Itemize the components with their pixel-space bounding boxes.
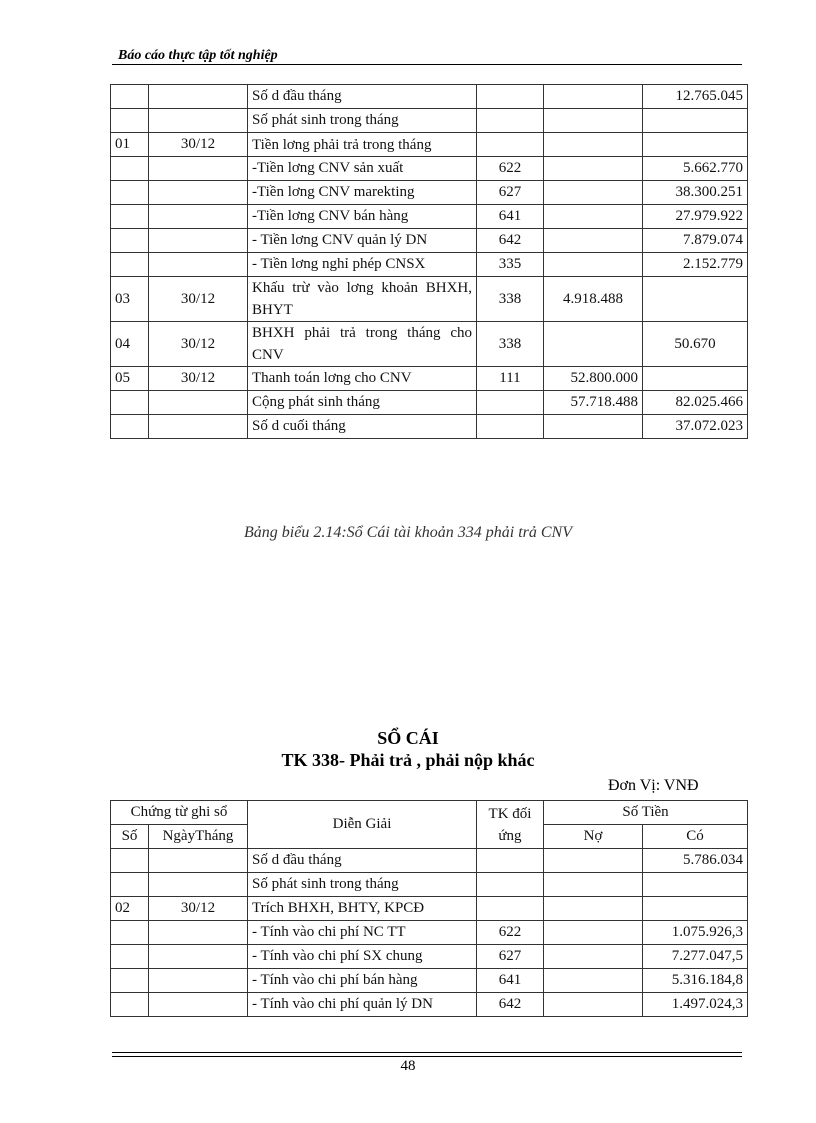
credit-amount: 5.662.770 [643, 157, 748, 181]
contra-account: 338 [477, 277, 544, 322]
table-row [111, 415, 748, 439]
voucher-date [149, 993, 248, 1017]
table-row [111, 897, 748, 921]
voucher-date [149, 945, 248, 969]
contra-account: 641 [477, 969, 544, 993]
voucher-date: 30/12 [149, 322, 248, 367]
voucher-date [149, 85, 248, 109]
description: Cộng phát sinh tháng [248, 391, 477, 415]
debit-amount: 52.800.000 [544, 367, 643, 391]
header-number: Số [111, 825, 149, 849]
table-row [111, 921, 748, 945]
page-number: 48 [400, 1058, 416, 1074]
currency-unit: Đơn Vị: VNĐ [608, 777, 699, 794]
debit-amount: 57.718.488 [544, 391, 643, 415]
debit-amount [544, 873, 643, 897]
voucher-date [149, 253, 248, 277]
credit-amount [643, 367, 748, 391]
table-row [111, 945, 748, 969]
voucher-number: 01 [111, 133, 149, 157]
footer-divider [112, 1052, 742, 1053]
table-row [111, 391, 748, 415]
debit-amount [544, 921, 643, 945]
description: - Tính vào chi phí NC TT [248, 921, 477, 945]
description: Số d đầu tháng [248, 85, 477, 109]
header-debit: Nợ [544, 825, 643, 849]
voucher-date: 30/12 [149, 277, 248, 322]
voucher-date: 30/12 [149, 133, 248, 157]
description: Thanh toán lơng cho CNV [248, 367, 477, 391]
header-amount: Số Tiền [544, 801, 748, 825]
ledger-subtitle: TK 338- Phải trả , phải nộp khác [281, 750, 535, 770]
table-row [111, 85, 748, 109]
footer-divider-thin [112, 1056, 742, 1057]
contra-account [477, 109, 544, 133]
debit-amount [544, 253, 643, 277]
credit-amount: 27.979.922 [643, 205, 748, 229]
contra-account: 642 [477, 229, 544, 253]
debit-amount [544, 945, 643, 969]
table-row [111, 157, 748, 181]
contra-account: 627 [477, 181, 544, 205]
voucher-date [149, 415, 248, 439]
voucher-date [149, 969, 248, 993]
debit-amount [544, 85, 643, 109]
table-row [111, 205, 748, 229]
ledger-338-table [110, 800, 748, 1017]
contra-account: 622 [477, 921, 544, 945]
header-divider [112, 64, 742, 65]
credit-amount [643, 133, 748, 157]
ledger-title: SỔ CÁI [377, 728, 439, 748]
voucher-number [111, 109, 149, 133]
debit-amount: 4.918.488 [544, 277, 643, 322]
voucher-date [149, 873, 248, 897]
table-row [111, 849, 748, 873]
credit-amount: 37.072.023 [643, 415, 748, 439]
credit-amount: 50.670 [643, 322, 748, 367]
voucher-date [149, 391, 248, 415]
header-credit: Có [643, 825, 748, 849]
header-description: Diễn Giải [248, 801, 477, 849]
voucher-number [111, 873, 149, 897]
voucher-number [111, 993, 149, 1017]
credit-amount: 1.497.024,3 [643, 993, 748, 1017]
table-row [111, 322, 748, 367]
voucher-date [149, 109, 248, 133]
header-row [111, 801, 748, 825]
credit-amount: 7.879.074 [643, 229, 748, 253]
description: Trích BHXH, BHTY, KPCĐ [248, 897, 477, 921]
contra-account [477, 849, 544, 873]
table-row [111, 229, 748, 253]
voucher-number [111, 921, 149, 945]
voucher-number: 03 [111, 277, 149, 322]
voucher-number [111, 849, 149, 873]
description: - Tính vào chi phí quản lý DN [248, 993, 477, 1017]
contra-account [477, 415, 544, 439]
description: -Tiền lơng CNV sản xuất [248, 157, 477, 181]
contra-account: 338 [477, 322, 544, 367]
contra-account: 641 [477, 205, 544, 229]
voucher-date [149, 849, 248, 873]
voucher-number [111, 85, 149, 109]
description: - Tiền lơng CNV quản lý DN [248, 229, 477, 253]
contra-account: 627 [477, 945, 544, 969]
description: Số phát sinh trong tháng [248, 873, 477, 897]
description: Số d đầu tháng [248, 849, 477, 873]
table-caption: Bảng biểu 2.14:Sổ Cái tài khoản 334 phải trả CNV [244, 524, 572, 541]
header-voucher: Chứng từ ghi sổ [111, 801, 248, 825]
debit-amount [544, 109, 643, 133]
credit-amount: 38.300.251 [643, 181, 748, 205]
voucher-date [149, 157, 248, 181]
debit-amount [544, 415, 643, 439]
contra-account: 642 [477, 993, 544, 1017]
credit-amount: 5.316.184,8 [643, 969, 748, 993]
description: - Tính vào chi phí SX chung [248, 945, 477, 969]
voucher-date [149, 921, 248, 945]
header-date: NgàyTháng [149, 825, 248, 849]
debit-amount [544, 133, 643, 157]
voucher-number [111, 415, 149, 439]
voucher-number [111, 253, 149, 277]
contra-account [477, 133, 544, 157]
voucher-number [111, 205, 149, 229]
debit-amount [544, 322, 643, 367]
contra-account [477, 391, 544, 415]
contra-account: 335 [477, 253, 544, 277]
description: Khấu trừ vào lơng khoản BHXH, BHYT [248, 277, 477, 322]
voucher-date [149, 181, 248, 205]
description: Số phát sinh trong tháng [248, 109, 477, 133]
voucher-number [111, 181, 149, 205]
contra-account: 622 [477, 157, 544, 181]
voucher-date: 30/12 [149, 897, 248, 921]
table-row [111, 133, 748, 157]
credit-amount: 7.277.047,5 [643, 945, 748, 969]
table-row [111, 993, 748, 1017]
description: - Tính vào chi phí bán hàng [248, 969, 477, 993]
voucher-number: 05 [111, 367, 149, 391]
table-row [111, 109, 748, 133]
description: BHXH phải trả trong tháng cho CNV [248, 322, 477, 367]
credit-amount: 1.075.926,3 [643, 921, 748, 945]
ledger-334-table [110, 84, 748, 439]
credit-amount [643, 873, 748, 897]
debit-amount [544, 993, 643, 1017]
voucher-date [149, 229, 248, 253]
table-row [111, 367, 748, 391]
credit-amount [643, 109, 748, 133]
description: Tiền lơng phải trả trong tháng [248, 133, 477, 157]
debit-amount [544, 229, 643, 253]
credit-amount: 12.765.045 [643, 85, 748, 109]
voucher-number [111, 391, 149, 415]
debit-amount [544, 205, 643, 229]
credit-amount [643, 897, 748, 921]
voucher-date [149, 205, 248, 229]
credit-amount: 82.025.466 [643, 391, 748, 415]
voucher-date: 30/12 [149, 367, 248, 391]
contra-account [477, 873, 544, 897]
credit-amount [643, 277, 748, 322]
voucher-number [111, 945, 149, 969]
voucher-number [111, 157, 149, 181]
description: Số d cuối tháng [248, 415, 477, 439]
table-row [111, 873, 748, 897]
debit-amount [544, 849, 643, 873]
contra-account: 111 [477, 367, 544, 391]
table-row [111, 181, 748, 205]
voucher-number: 04 [111, 322, 149, 367]
table-row [111, 969, 748, 993]
debit-amount [544, 157, 643, 181]
voucher-number [111, 969, 149, 993]
contra-account [477, 897, 544, 921]
voucher-number: 02 [111, 897, 149, 921]
table-row [111, 277, 748, 322]
contra-account [477, 85, 544, 109]
credit-amount: 5.786.034 [643, 849, 748, 873]
voucher-number [111, 229, 149, 253]
credit-amount: 2.152.779 [643, 253, 748, 277]
debit-amount [544, 181, 643, 205]
header-contra-account: TK đối ứng [477, 801, 544, 849]
report-header-title: Báo cáo thực tập tốt nghiệp [118, 48, 278, 63]
description: -Tiền lơng CNV marekting [248, 181, 477, 205]
table-row [111, 253, 748, 277]
debit-amount [544, 897, 643, 921]
description: -Tiền lơng CNV bán hàng [248, 205, 477, 229]
debit-amount [544, 969, 643, 993]
description: - Tiền lơng nghỉ phép CNSX [248, 253, 477, 277]
